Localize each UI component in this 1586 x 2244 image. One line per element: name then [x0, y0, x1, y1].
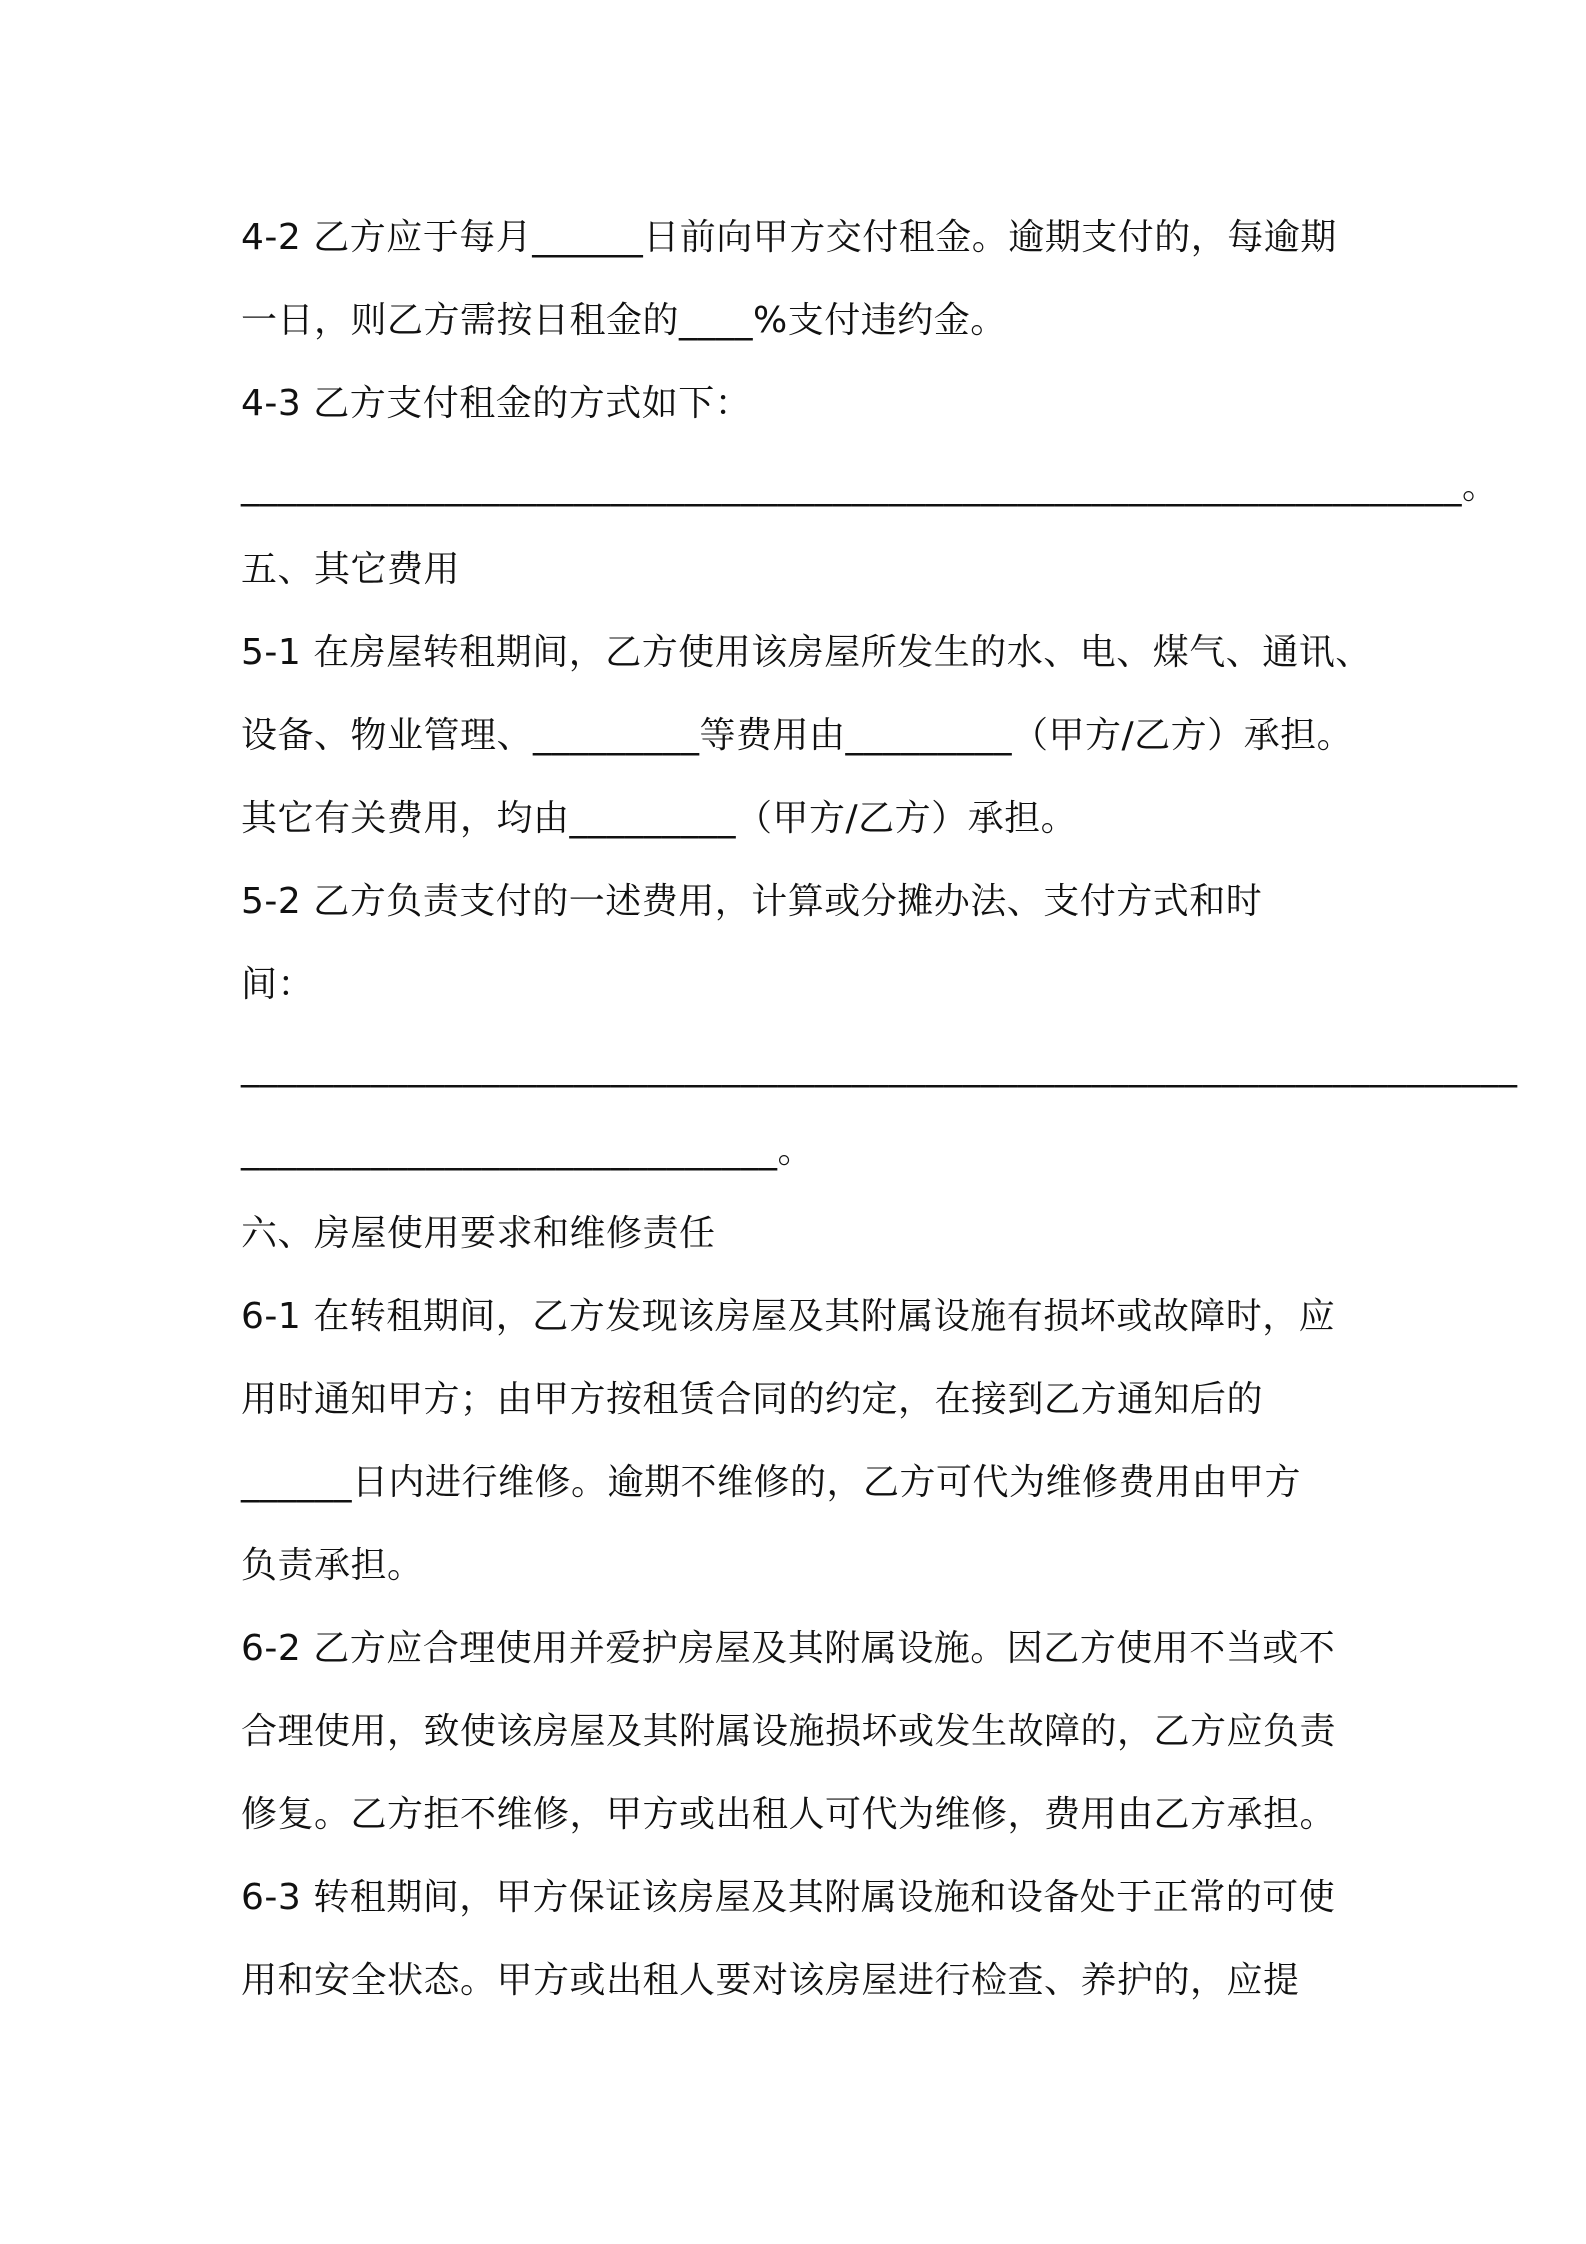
clause-6-2-line-3: 修复。乙方拒不维修，甲方或出租人可代为维修，费用由乙方承担。	[241, 1794, 1337, 1835]
clause-6-2-line-1: 6-2 乙方应合理使用并爱护房屋及其附属设施。因乙方使用不当或不	[241, 1628, 1336, 1669]
clause-6-1-line-2: 用时通知甲方；由甲方按租赁合同的约定，在接到乙方通知后的	[241, 1379, 1264, 1420]
clause-6-3-line-2: 用和安全状态。甲方或出租人要对该房屋进行检查、养护的，应提	[241, 1960, 1300, 2001]
clause-6-1-line-3: ______日内进行维修。逾期不维修的，乙方可代为维修费用由甲方	[241, 1462, 1302, 1503]
clause-4-2-line-1: 4-2 乙方应于每月______日前向甲方交付租金。逾期支付的，每逾期	[241, 217, 1337, 258]
clause-5-2-blank-line-1: _____________________________________________________________________	[241, 1047, 1518, 1088]
clause-6-1-line-1: 6-1 在转租期间，乙方发现该房屋及其附属设施有损坏或故障时，应	[241, 1296, 1336, 1337]
clause-5-2-line-2: 间：	[241, 964, 315, 1005]
clause-5-2-blank-line-2: _____________________________。	[241, 1130, 814, 1171]
clause-4-3-blank-line: __________________________________________________________________。	[241, 466, 1499, 507]
clause-4-3-line-1: 4-3 乙方支付租金的方式如下：	[241, 383, 752, 424]
clause-5-1-line-3: 其它有关费用，均由_________（甲方/乙方）承担。	[241, 798, 1078, 839]
section-6-heading: 六、房屋使用要求和维修责任	[241, 1213, 716, 1254]
document-body	[241, 196, 1518, 2022]
clause-5-1-line-1: 5-1 在房屋转租期间，乙方使用该房屋所发生的水、电、煤气、通讯、	[241, 632, 1372, 673]
clause-6-2-line-2: 合理使用，致使该房屋及其附属设施损坏或发生故障的，乙方应负责	[241, 1711, 1337, 1752]
section-5-heading: 五、其它费用	[241, 549, 461, 590]
clause-4-2-line-2: 一日，则乙方需按日租金的____%支付违约金。	[241, 300, 1007, 341]
clause-6-3-line-1: 6-3 转租期间，甲方保证该房屋及其附属设施和设备处于正常的可使	[241, 1877, 1336, 1918]
clause-5-1-line-2: 设备、物业管理、_________等费用由_________（甲方/乙方）承担。	[241, 715, 1354, 756]
clause-6-1-line-4: 负责承担。	[241, 1545, 424, 1586]
clause-5-2-line-1: 5-2 乙方负责支付的一述费用，计算或分摊办法、支付方式和时	[241, 881, 1263, 922]
